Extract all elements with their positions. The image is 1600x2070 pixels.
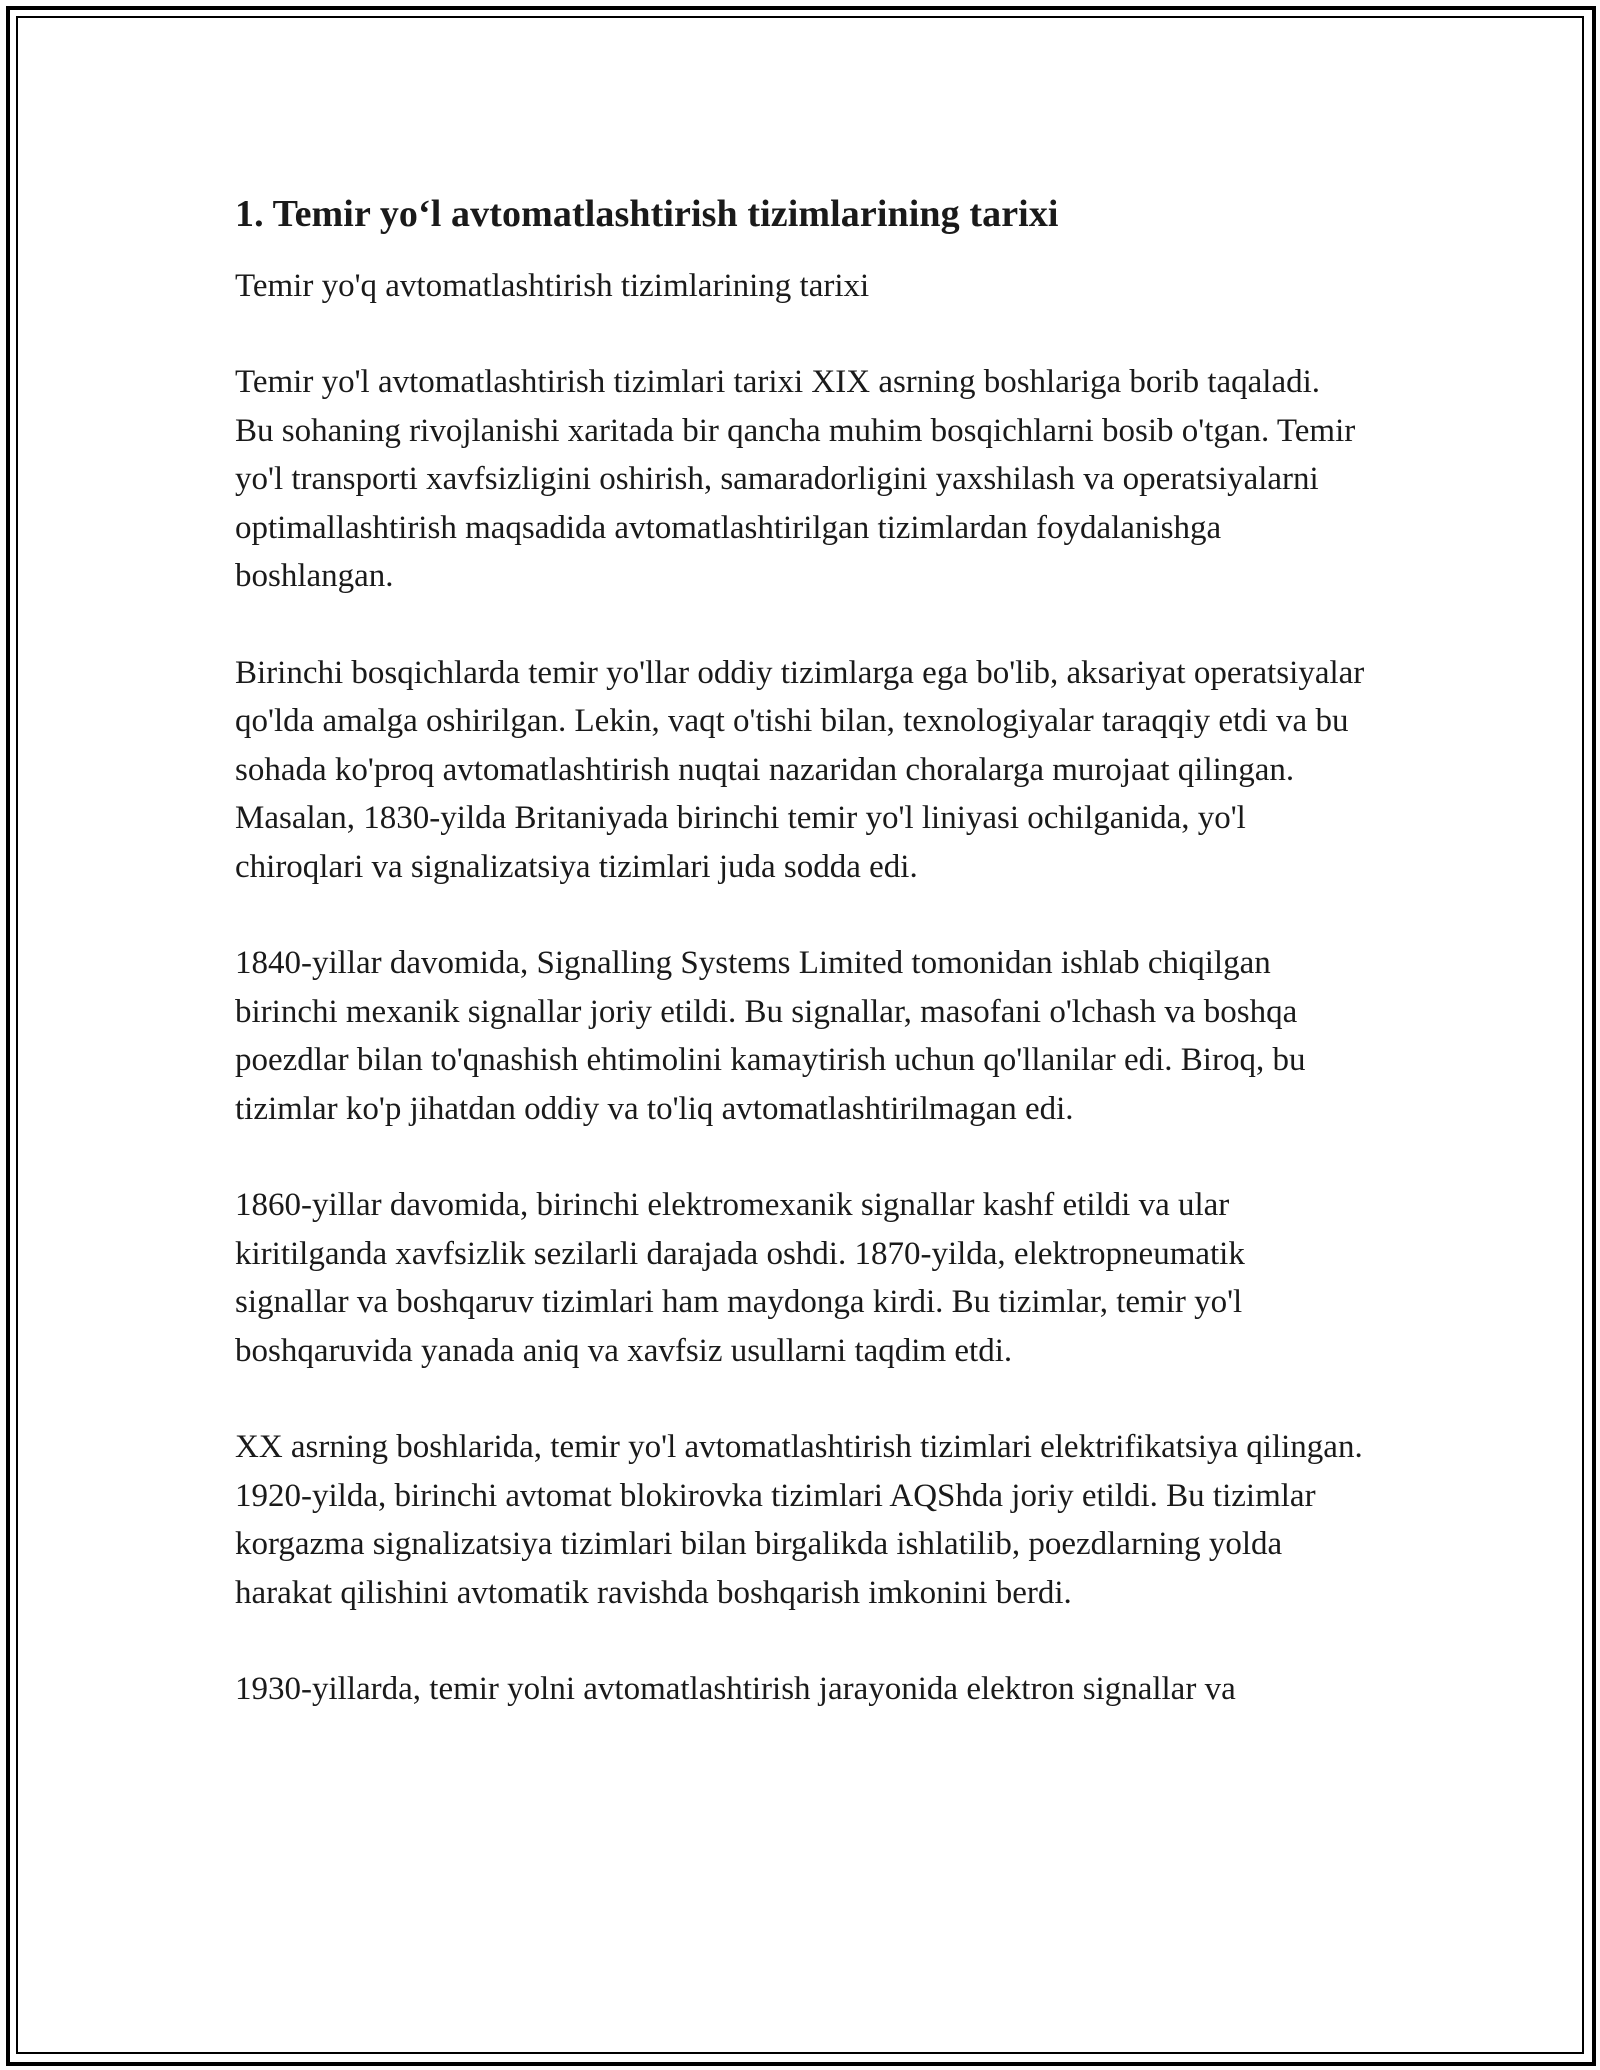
document-body [235, 186, 1365, 1762]
paragraph: Birinchi bosqichlarda temir yo'llar oddiy tizimlarga ega bo'lib, aksariyat operatsiyalar qo'lda amalga oshirilgan. Lekin, vaqt o'tishi bilan, texnologiyalar taraqqiy etdi va bu sohada ko'proq avtomatlashtirish nuqtai nazaridan choralarga murojaat qilingan. Masalan, 1830-yilda Britaniyada birinchi temir yo'l liniyasi ochilganida, yo'l chiroqlari va signalizatsiya tizimlari juda sodda edi. [235, 654, 1365, 885]
section-heading: 1. Temir yo‘l avtomatlashtirish tizimlarining tarixi [235, 193, 1059, 235]
paragraph: XX asrning boshlarida, temir yo'l avtomatlashtirish tizimlari elektrifikatsiya qilingan. 1920-yilda, birinchi avtomat blokirovka tizimlari AQShda joriy etildi. Bu tizimlar korgazma signalizatsiya tizimlari bilan birgalikda ishlatilib, poezdlarning yolda harakat qilishini avtomatik ravishda boshqarish imkonini berdi. [235, 1429, 1363, 1611]
paragraph: 1930-yillarda, temir yolni avtomatlashtirish jarayonida elektron signallar va [235, 1671, 1236, 1707]
paragraph: Temir yo'l avtomatlashtirish tizimlari tarixi XIX asrning boshlariga borib taqaladi. Bu sohaning rivojlanishi xaritada bir qancha muhim bosqichlarni bosib o'tgan. Temir yo'l transporti xavfsizligini oshirish, samaradorligini yaxshilash va operatsiyalarni optimallashtirish maqsadida avtomatlashtirilgan tizimlardan foydalanishga boshlangan. [235, 364, 1356, 594]
document-subtitle: Temir yo'q avtomatlashtirish tizimlarining tarixi [235, 268, 870, 304]
paragraph: 1840-yillar davomida, Signalling Systems Limited tomonidan ishlab chiqilgan birinchi mexanik signallar joriy etildi. Bu signallar, masofani o'lchash va boshqa poezdlar bilan to'qnashish ehtimolini kamaytirish uchun qo'llanilar edi. Biroq, bu tizimlar ko'p jihatdan oddiy va to'liq avtomatlashtirilmagan edi. [235, 945, 1306, 1127]
paragraph: 1860-yillar davomida, birinchi elektromexanik signallar kashf etildi va ular kiritilganda xavfsizlik sezilarli darajada oshdi. 1870-yilda, elektropneumatik signallar va boshqaruv tizimlari ham maydonga kirdi. Bu tizimlar, temir yo'l boshqaruvida yanada aniq va xavfsiz usullarni taqdim etdi. [235, 1187, 1245, 1369]
